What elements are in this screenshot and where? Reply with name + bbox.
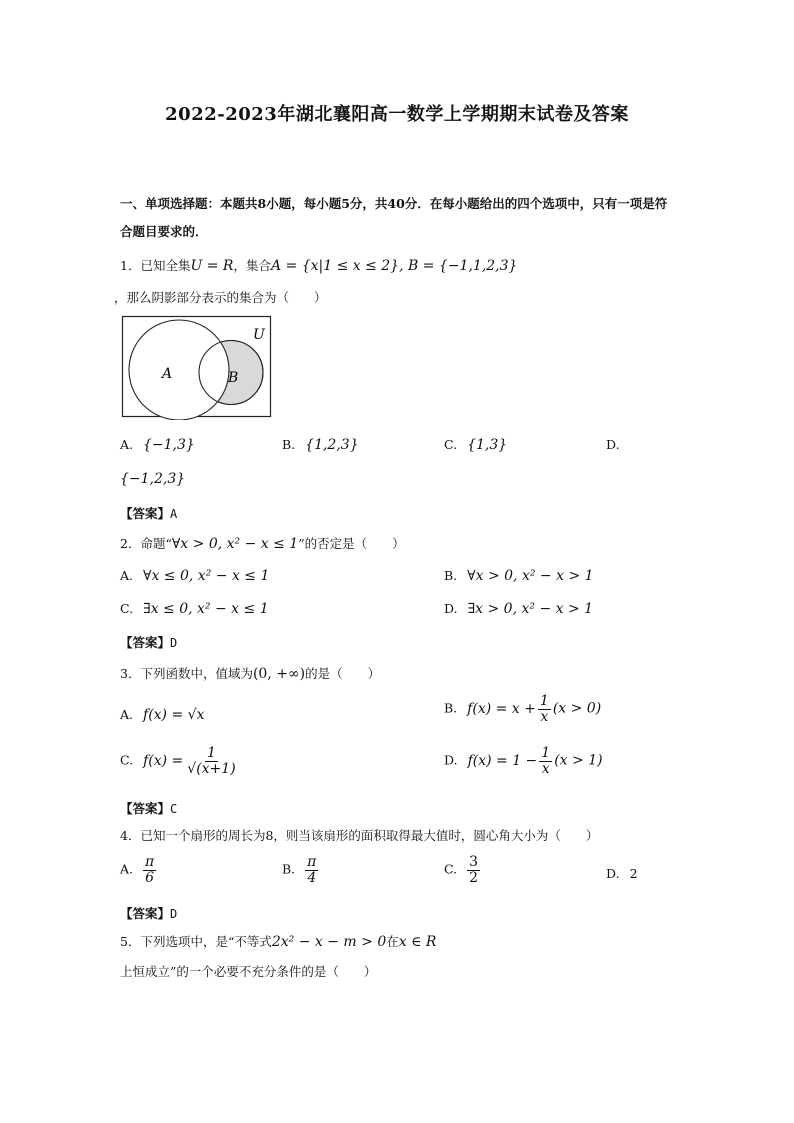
q1-stem-cont: ，那么阴影部分表示的集合为（ ） [114, 290, 327, 305]
q1-stem-text-a: 1．已知全集 [120, 258, 191, 273]
venn-diagram [120, 314, 274, 420]
q5-stem: 5．下列选项中，是“不等式2x² − x − m > 0在x ∈ R [120, 934, 437, 950]
q3-option-a: A. f(x) = √x [120, 707, 205, 723]
q1-option-b: B. {1,2,3} [282, 437, 359, 453]
q2-option-c: C. ∃x ≤ 0, x² − x ≤ 1 [120, 601, 269, 617]
q3-stem: 3．下列函数中，值域为(0, +∞)的是（ ） [120, 666, 381, 682]
q2-option-b: B. ∀x > 0, x² − x > 1 [444, 568, 594, 584]
venn-set-a [129, 320, 229, 420]
q1-option-c: C. {1,3} [444, 437, 508, 453]
q2-stem: 2．命题“∀x > 0, x² − x ≤ 1”的否定是（ ） [120, 536, 405, 552]
q2-option-a: A. ∀x ≤ 0, x² − x ≤ 1 [120, 568, 270, 584]
q4-option-b: B. $\frac{\pi}{4}$ [282, 854, 317, 886]
q4-option-c: C. $\frac{3}{2}$ [444, 854, 479, 886]
q3-option-d: D. f(x) = 1 − $\frac{1}{x}$ (x > 1) [444, 745, 603, 777]
section-header: 一、单项选择题：本题共8小题，每小题5分，共40分．在每小题给出的四个选项中，只有一项是符合题目要求的． [120, 196, 668, 239]
q4-option-a: A. $\frac{\pi}{6}$ [120, 854, 155, 886]
q4-option-d: D. 2 [606, 866, 638, 881]
q1-option-a: A. {−1,3} [120, 437, 195, 453]
page-title: 2022-2023年湖北襄阳高一数学上学期期末试卷及答案 [165, 104, 629, 125]
q3-option-c: C. f(x) = $\frac{1}{√(x+1)}$ [120, 745, 236, 777]
q1-option-d: {−1,2,3} [120, 471, 186, 487]
q3-option-b: B. f(x) = x + $\frac{1}{x}$ (x > 0) [444, 693, 602, 725]
q1-option-d-letter: D. [606, 437, 620, 452]
venn-label-b: B [228, 370, 239, 386]
q1-stem-text-b: ，集合 [233, 258, 271, 273]
venn-label-a: A [162, 366, 173, 382]
venn-label-u: U [253, 327, 265, 343]
q2-option-d: D. ∃x > 0, x² − x > 1 [444, 601, 594, 617]
q4-stem: 4．已知一个扇形的周长为8，则当该扇形的面积取得最大值时，圆心角大小为（ ） [120, 828, 599, 843]
q1-stem-universe: U = R [190, 258, 234, 274]
q1-stem-sets: A = {x|1 ≤ x ≤ 2}, B = {−1,1,2,3} [270, 258, 518, 274]
q4-answer: 【答案】D [120, 906, 178, 921]
q2-answer: 【答案】D [120, 635, 178, 650]
q1-answer: 【答案】A [120, 506, 178, 521]
q1-stem [120, 256, 517, 274]
q5-stem-cont: 上恒成立”的一个必要不充分条件的是（ ） [120, 964, 377, 979]
q3-answer: 【答案】C [120, 801, 178, 816]
